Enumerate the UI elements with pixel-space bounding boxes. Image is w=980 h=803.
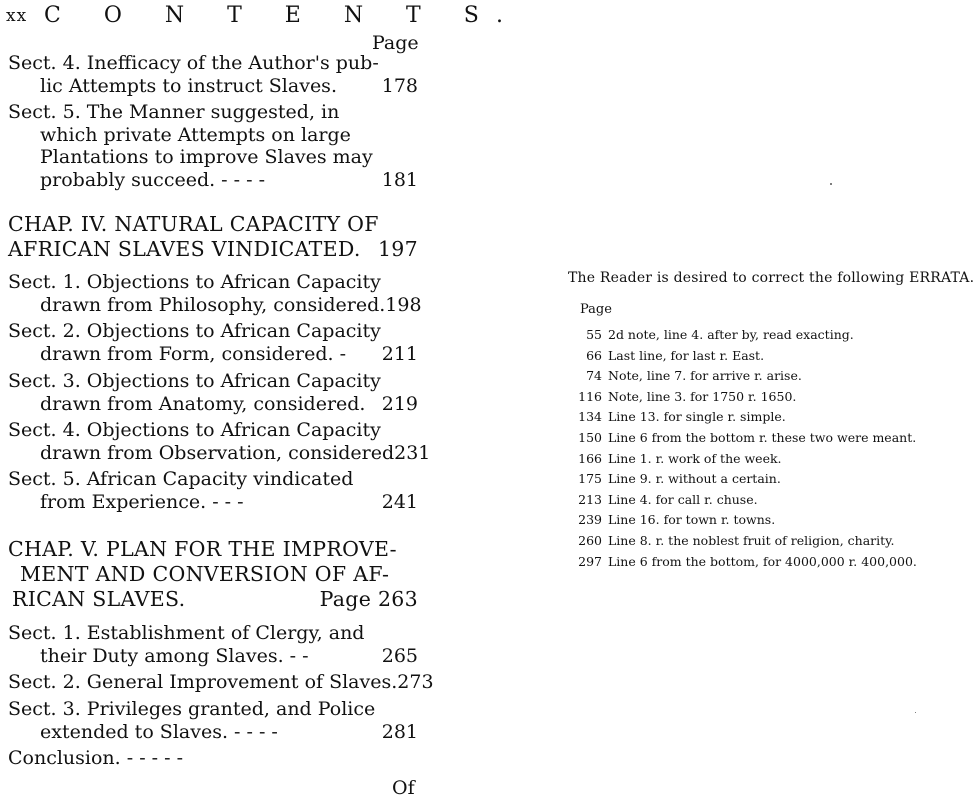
errata-page bbox=[560, 0, 980, 803]
contents-entry bbox=[8, 671, 434, 694]
errata-page-number: 260 bbox=[578, 532, 602, 548]
contents-entry bbox=[8, 419, 431, 464]
contents-entry bbox=[8, 622, 418, 667]
entry-line: Plantations to improve Slaves may bbox=[40, 146, 373, 168]
entry-page-number: 281 bbox=[381, 720, 418, 743]
entry-page-number: 181 bbox=[381, 168, 418, 191]
entry-page-number: 265 bbox=[381, 644, 418, 667]
errata-row bbox=[570, 428, 917, 449]
chapter-page-number: 263 bbox=[377, 587, 418, 611]
errata-text: Line 8. r. the noblest fruit of religion, charity. bbox=[608, 532, 895, 548]
paper-speck bbox=[830, 183, 832, 185]
errata-list bbox=[570, 325, 917, 572]
entry-line: lic Attempts to instruct Slaves. bbox=[40, 74, 337, 97]
errata-text: Line 6 from the bottom r. these two were meant. bbox=[608, 429, 917, 445]
errata-page-number: 166 bbox=[578, 450, 602, 466]
errata-page-number: 150 bbox=[578, 429, 602, 445]
errata-row bbox=[570, 449, 917, 470]
entry-line: Sect. 2. Objections to African Capacity bbox=[8, 320, 381, 342]
entry-line: extended to Slaves. - - - - bbox=[40, 720, 278, 743]
chapter-page-number: 197 bbox=[377, 237, 418, 261]
entry-line: drawn from Form, considered. - bbox=[40, 342, 347, 365]
entry-line: probably succeed. - - - - bbox=[40, 168, 265, 191]
chapter-page-prefix: Page bbox=[319, 587, 372, 611]
chapter-line: RICAN SLAVES. bbox=[12, 587, 186, 611]
entry-line: their Duty among Slaves. - - bbox=[40, 644, 309, 667]
chapter-line: AFRICAN SLAVES VINDICATED. bbox=[8, 237, 361, 261]
chapter-line: CHAP. IV. NATURAL CAPACITY OF bbox=[8, 212, 379, 236]
errata-row bbox=[570, 552, 917, 573]
errata-text: Note, line 7. for arrive r. arise. bbox=[608, 368, 802, 384]
errata-text: Last line, for last r. East. bbox=[608, 347, 765, 363]
page-title: C O N T E N T S. bbox=[44, 3, 522, 28]
entry-line: Conclusion. - - - - - bbox=[8, 747, 184, 769]
entry-line: Sect. 3. Objections to African Capacity bbox=[8, 370, 381, 392]
errata-page-number: 175 bbox=[578, 471, 602, 487]
errata-text: Line 13. for single r. simple. bbox=[608, 409, 786, 425]
page-number-roman: xx bbox=[6, 6, 28, 26]
contents-entry bbox=[8, 271, 422, 316]
entry-line: drawn from Observation, considered bbox=[40, 441, 395, 464]
errata-row bbox=[570, 469, 917, 490]
errata-row bbox=[570, 346, 917, 367]
entry-line: Sect. 2. General Improvement of Slaves. bbox=[8, 671, 398, 693]
errata-text: Note, line 3. for 1750 r. 1650. bbox=[608, 388, 797, 404]
entry-line: Sect. 4. Objections to African Capacity bbox=[8, 419, 381, 441]
errata-page-number: 297 bbox=[578, 553, 602, 569]
entry-line: Sect. 5. African Capacity vindicated bbox=[8, 468, 354, 490]
errata-title: The Reader is desired to correct the following ERRATA. bbox=[568, 270, 975, 286]
errata-page-number: 213 bbox=[578, 491, 602, 507]
entry-line: which private Attempts on large bbox=[40, 123, 351, 146]
page-column-label: Page bbox=[372, 32, 419, 54]
errata-text: Line 6 from the bottom, for 4000,000 r. 400,000. bbox=[608, 553, 917, 569]
entry-page-number: 241 bbox=[381, 490, 418, 513]
catchword: Of bbox=[392, 777, 415, 799]
chapter-line: MENT AND CONVERSION OF AF- bbox=[20, 562, 390, 586]
entry-line: from Experience. - - - bbox=[40, 490, 244, 513]
contents-entry bbox=[8, 468, 418, 513]
paper-speck bbox=[915, 712, 916, 713]
contents-entry bbox=[8, 320, 418, 365]
chapter-heading bbox=[8, 212, 418, 262]
errata-row bbox=[570, 325, 917, 346]
entry-line: drawn from Anatomy, considered. bbox=[40, 392, 366, 415]
errata-page-label: Page bbox=[580, 302, 612, 317]
entry-line: Sect. 1. Objections to African Capacity bbox=[8, 271, 381, 293]
errata-row bbox=[570, 531, 917, 552]
errata-page-number: 116 bbox=[578, 388, 602, 404]
contents-entry bbox=[8, 698, 418, 743]
entry-page-number: 198 bbox=[385, 293, 422, 316]
errata-page-number: 74 bbox=[586, 368, 602, 384]
errata-text: 2d note, line 4. after by, read exacting. bbox=[608, 327, 854, 342]
contents-entry bbox=[8, 747, 418, 770]
entry-line: Sect. 3. Privileges granted, and Police bbox=[8, 698, 376, 720]
errata-row bbox=[570, 366, 917, 387]
entry-page-number: 178 bbox=[381, 74, 418, 97]
entry-line: Sect. 5. The Manner suggested, in bbox=[8, 101, 340, 123]
errata-text: Line 9. r. without a certain. bbox=[608, 471, 781, 487]
errata-page-number: 239 bbox=[578, 512, 602, 528]
entry-page-number: 231 bbox=[394, 441, 431, 464]
errata-text: Line 1. r. work of the week. bbox=[608, 450, 782, 466]
entry-line: Sect. 1. Establishment of Clergy, and bbox=[8, 622, 365, 644]
errata-row bbox=[570, 407, 917, 428]
entry-line: Sect. 4. Inefficacy of the Author's pub- bbox=[8, 52, 379, 74]
entry-page-number: 211 bbox=[381, 342, 418, 365]
contents-entry bbox=[8, 101, 418, 191]
chapter-line: CHAP. V. PLAN FOR THE IMPROVE- bbox=[8, 537, 397, 561]
errata-row bbox=[570, 490, 917, 511]
errata-row bbox=[570, 387, 917, 408]
chapter-heading bbox=[8, 537, 418, 612]
errata-page-number: 66 bbox=[586, 347, 602, 363]
errata-page-number: 55 bbox=[586, 327, 602, 342]
entry-page-number: 219 bbox=[381, 392, 418, 415]
errata-page-number: 134 bbox=[578, 409, 602, 425]
errata-text: Line 16. for town r. towns. bbox=[608, 512, 776, 528]
contents-entry bbox=[8, 370, 418, 415]
errata-text: Line 4. for call r. chuse. bbox=[608, 491, 758, 507]
errata-row bbox=[570, 510, 917, 531]
entry-page-number: 273 bbox=[397, 671, 434, 693]
contents-entry bbox=[8, 52, 418, 97]
entry-line: drawn from Philosophy, considered. bbox=[40, 293, 386, 316]
